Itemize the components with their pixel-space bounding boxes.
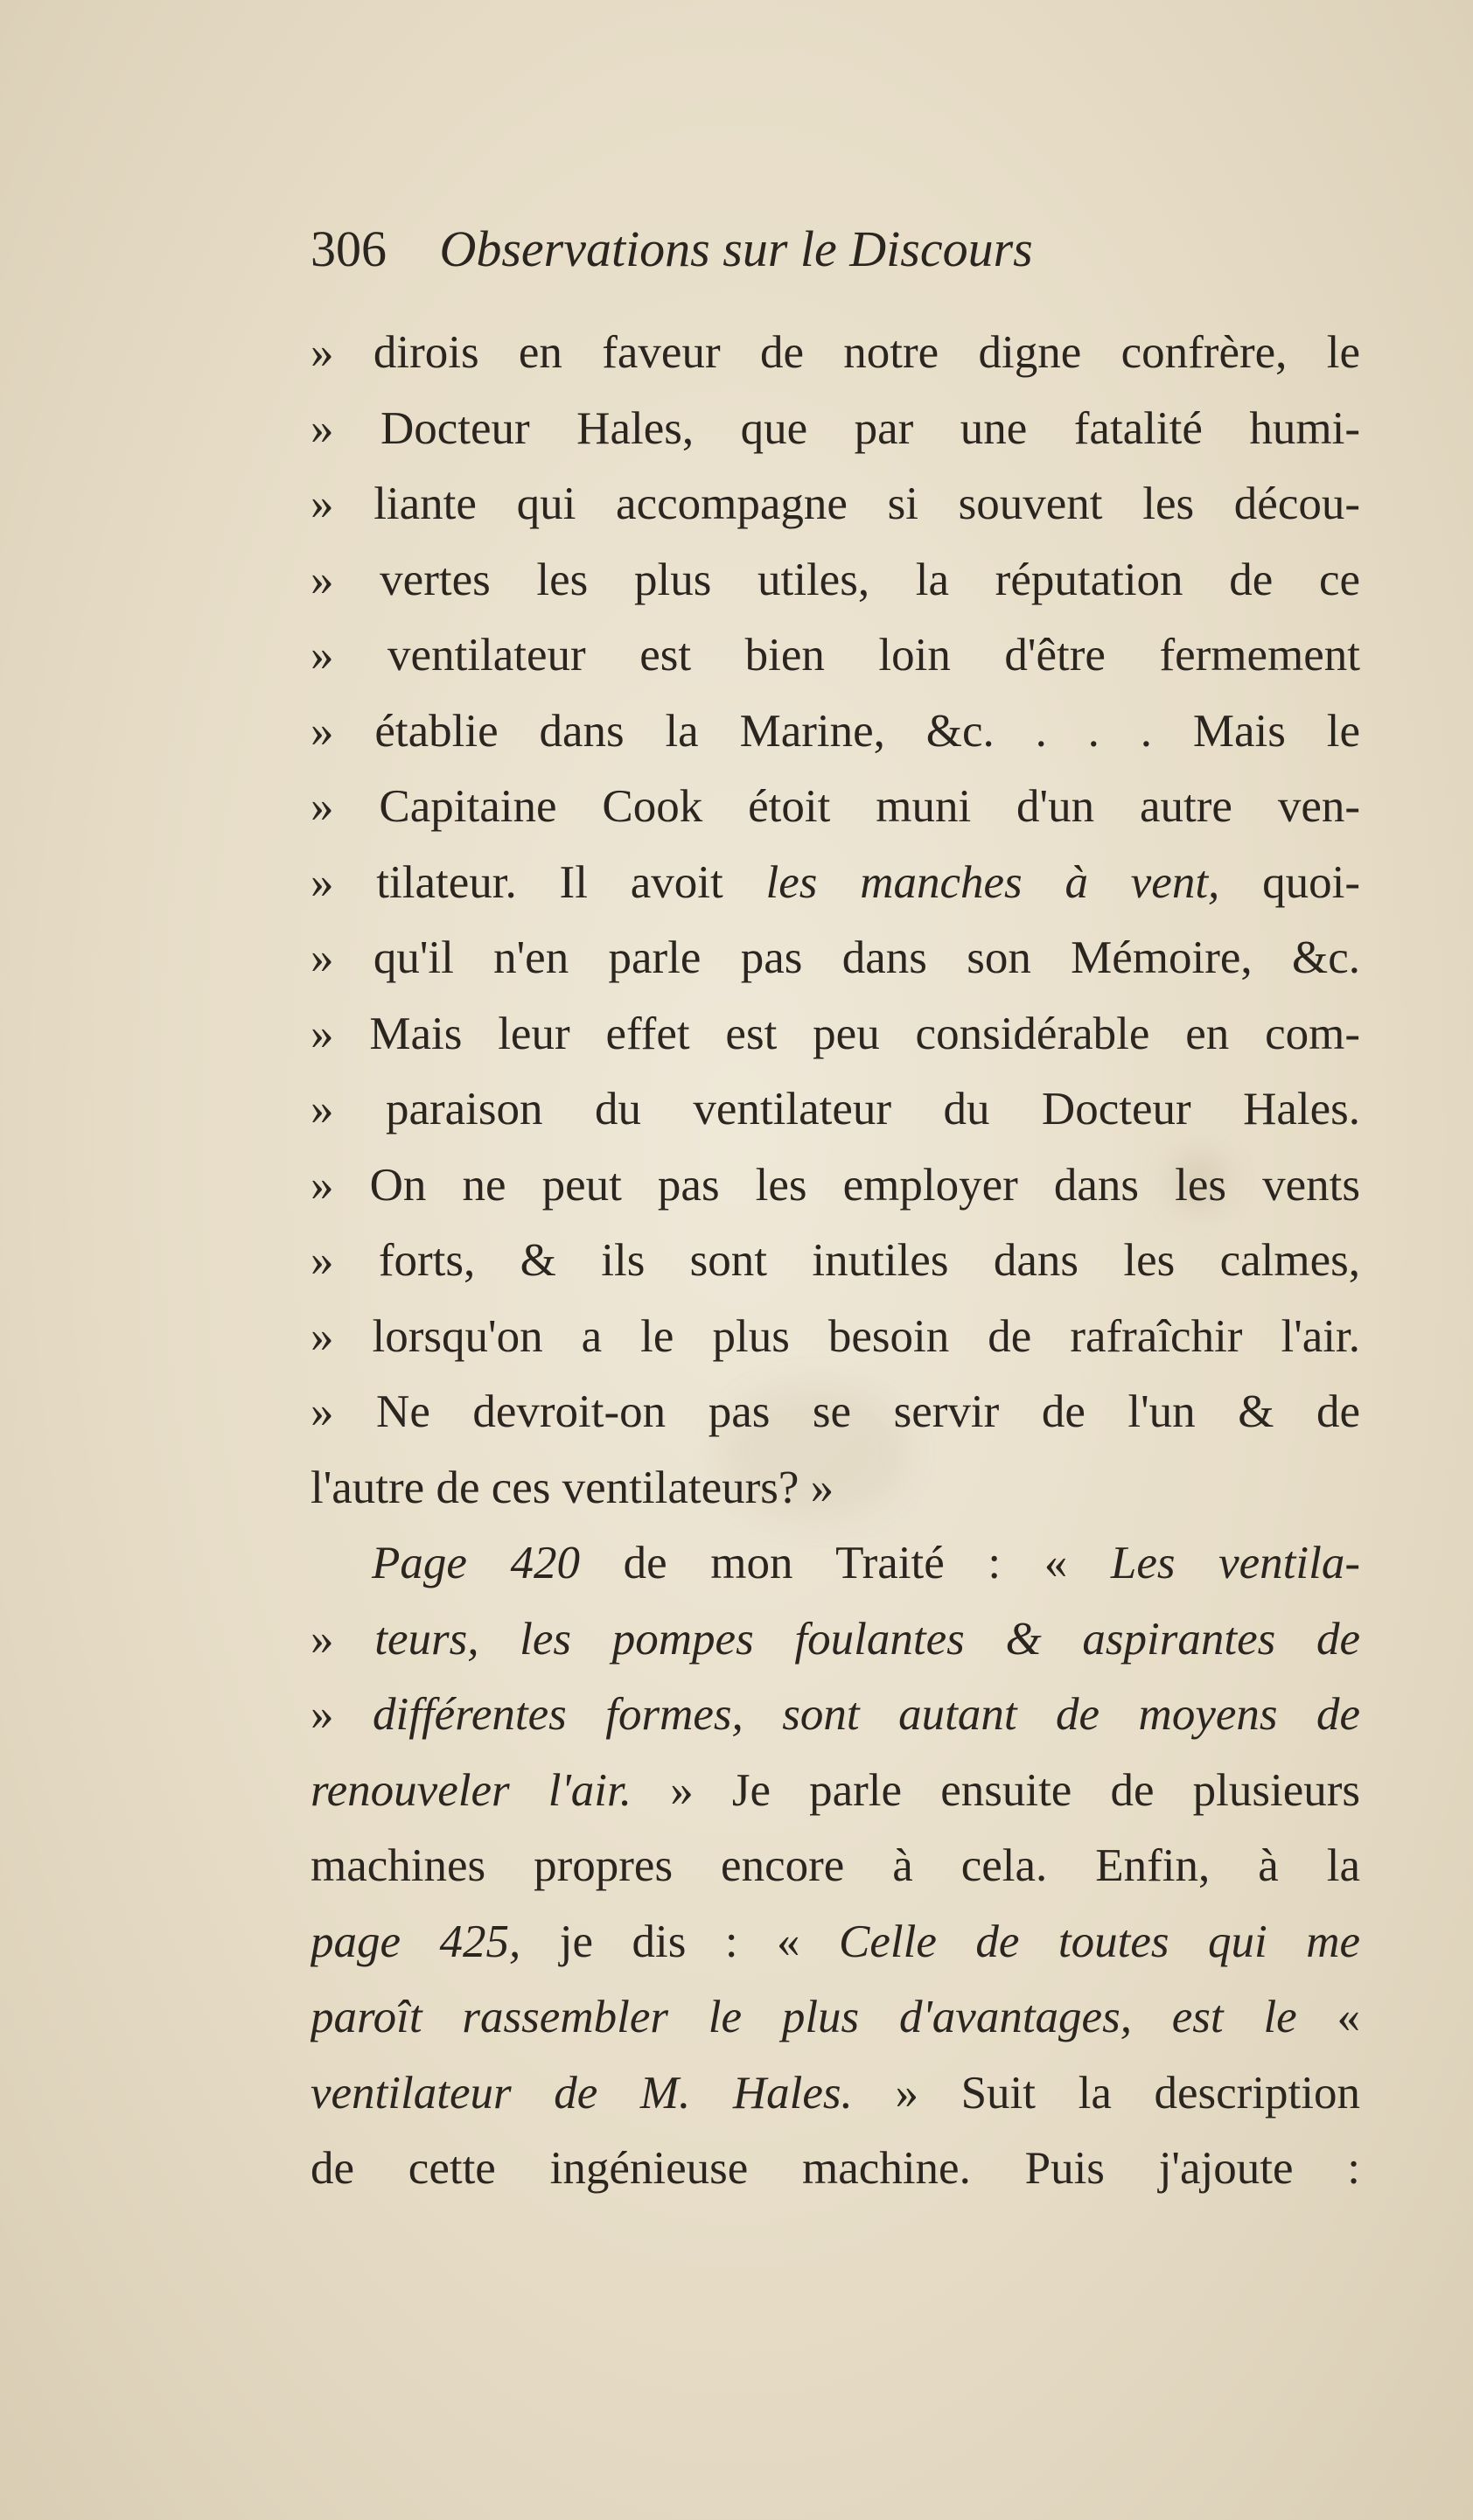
text-line [311,391,1360,467]
text-segment: l'autre de ces ventilateurs? » [311,1462,834,1513]
text-segment: quoi- [1219,856,1360,908]
text-line [311,1374,1360,1450]
text-line [311,2056,1360,2132]
text-segment: » qu'il n'en parle pas dans son Mémoire, &c. [311,932,1360,983]
text-line [311,1223,1360,1299]
italic-text-segment: différentes formes, sont autant de moyens de [373,1689,1360,1740]
italic-text-segment: Page 420 [372,1538,581,1588]
text-segment: de mon Traité : « [580,1538,1111,1588]
text-segment: de cette ingénieuse machine. Puis j'ajoute : [311,2143,1360,2194]
text-segment: » Capitaine Cook étoit muni d'un autre ven- [311,781,1360,832]
italic-text-segment: ventilateur de M. Hales. [311,2067,853,2119]
text-line [311,1753,1360,1829]
text-line [311,1828,1360,1904]
running-title: Observations sur le Discours [439,220,1033,277]
text-segment: » Suit la description [852,2067,1360,2119]
page-body-text [311,315,1360,2207]
text-segment: » Mais leur effet est peu considérable en com- [311,1008,1360,1059]
text-line [311,315,1360,391]
text-line [311,1904,1360,1980]
italic-text-segment: Celle de toutes qui me [839,1916,1360,1967]
text-segment: » vertes les plus utiles, la réputation de ce [311,554,1360,605]
text-line [311,1072,1360,1148]
text-line [311,1450,1360,1526]
text-line [311,466,1360,542]
text-segment: » établie dans la Marine, &c. . . . Mais le [311,705,1360,757]
text-segment: » Je parle ensuite de plusieurs [632,1764,1360,1816]
italic-text-segment: les manches à vent, [765,856,1220,908]
text-line [311,2131,1360,2207]
italic-text-segment: teurs, les pompes foulantes & aspirantes de [374,1613,1360,1665]
text-line [311,769,1360,845]
text-segment: » lorsqu'on a le plus besoin de rafraîchir l'air. [311,1310,1360,1362]
text-segment: » Ne devroit-on pas se servir de l'un & de [311,1386,1360,1437]
text-line [311,1602,1360,1678]
text-segment: machines propres encore à cela. Enfin, à la [311,1840,1360,1891]
text-segment: je dis : « [520,1916,840,1967]
text-line [311,845,1360,921]
italic-text-segment: Les ventila- [1110,1538,1360,1588]
text-line [311,996,1360,1072]
text-segment: « [1296,1992,1360,2042]
italic-text-segment: paroît rassembler le plus d'avantages, est le [311,1992,1297,2042]
text-line [311,542,1360,618]
text-segment: » Docteur Hales, que par une fatalité humi- [311,402,1360,454]
text-line [311,694,1360,770]
page-number: 306 [311,220,387,277]
text-segment: » [311,1613,375,1665]
text-segment: » liante qui accompagne si souvent les décou- [311,478,1360,529]
text-segment: » dirois en faveur de notre digne confrère, le [311,327,1360,378]
text-line [311,1677,1360,1753]
text-line [311,1525,1360,1602]
text-segment: » On ne peut pas les employer dans les vents [311,1159,1360,1211]
running-header [311,219,1203,297]
text-segment: » tilateur. Il avoit [311,856,766,908]
text-line [311,920,1360,996]
italic-text-segment: renouveler l'air. [311,1764,632,1816]
text-line [311,1979,1360,2056]
text-segment: » ventilateur est bien loin d'être fermement [311,630,1360,681]
text-segment: » forts, & ils sont inutiles dans les calmes, [311,1235,1360,1286]
italic-text-segment: page 425, [311,1916,521,1967]
text-line [311,618,1360,694]
text-segment: » paraison du ventilateur du Docteur Hales. [311,1084,1360,1134]
text-line [311,1148,1360,1224]
text-segment: » [311,1689,373,1740]
text-line [311,1299,1360,1375]
